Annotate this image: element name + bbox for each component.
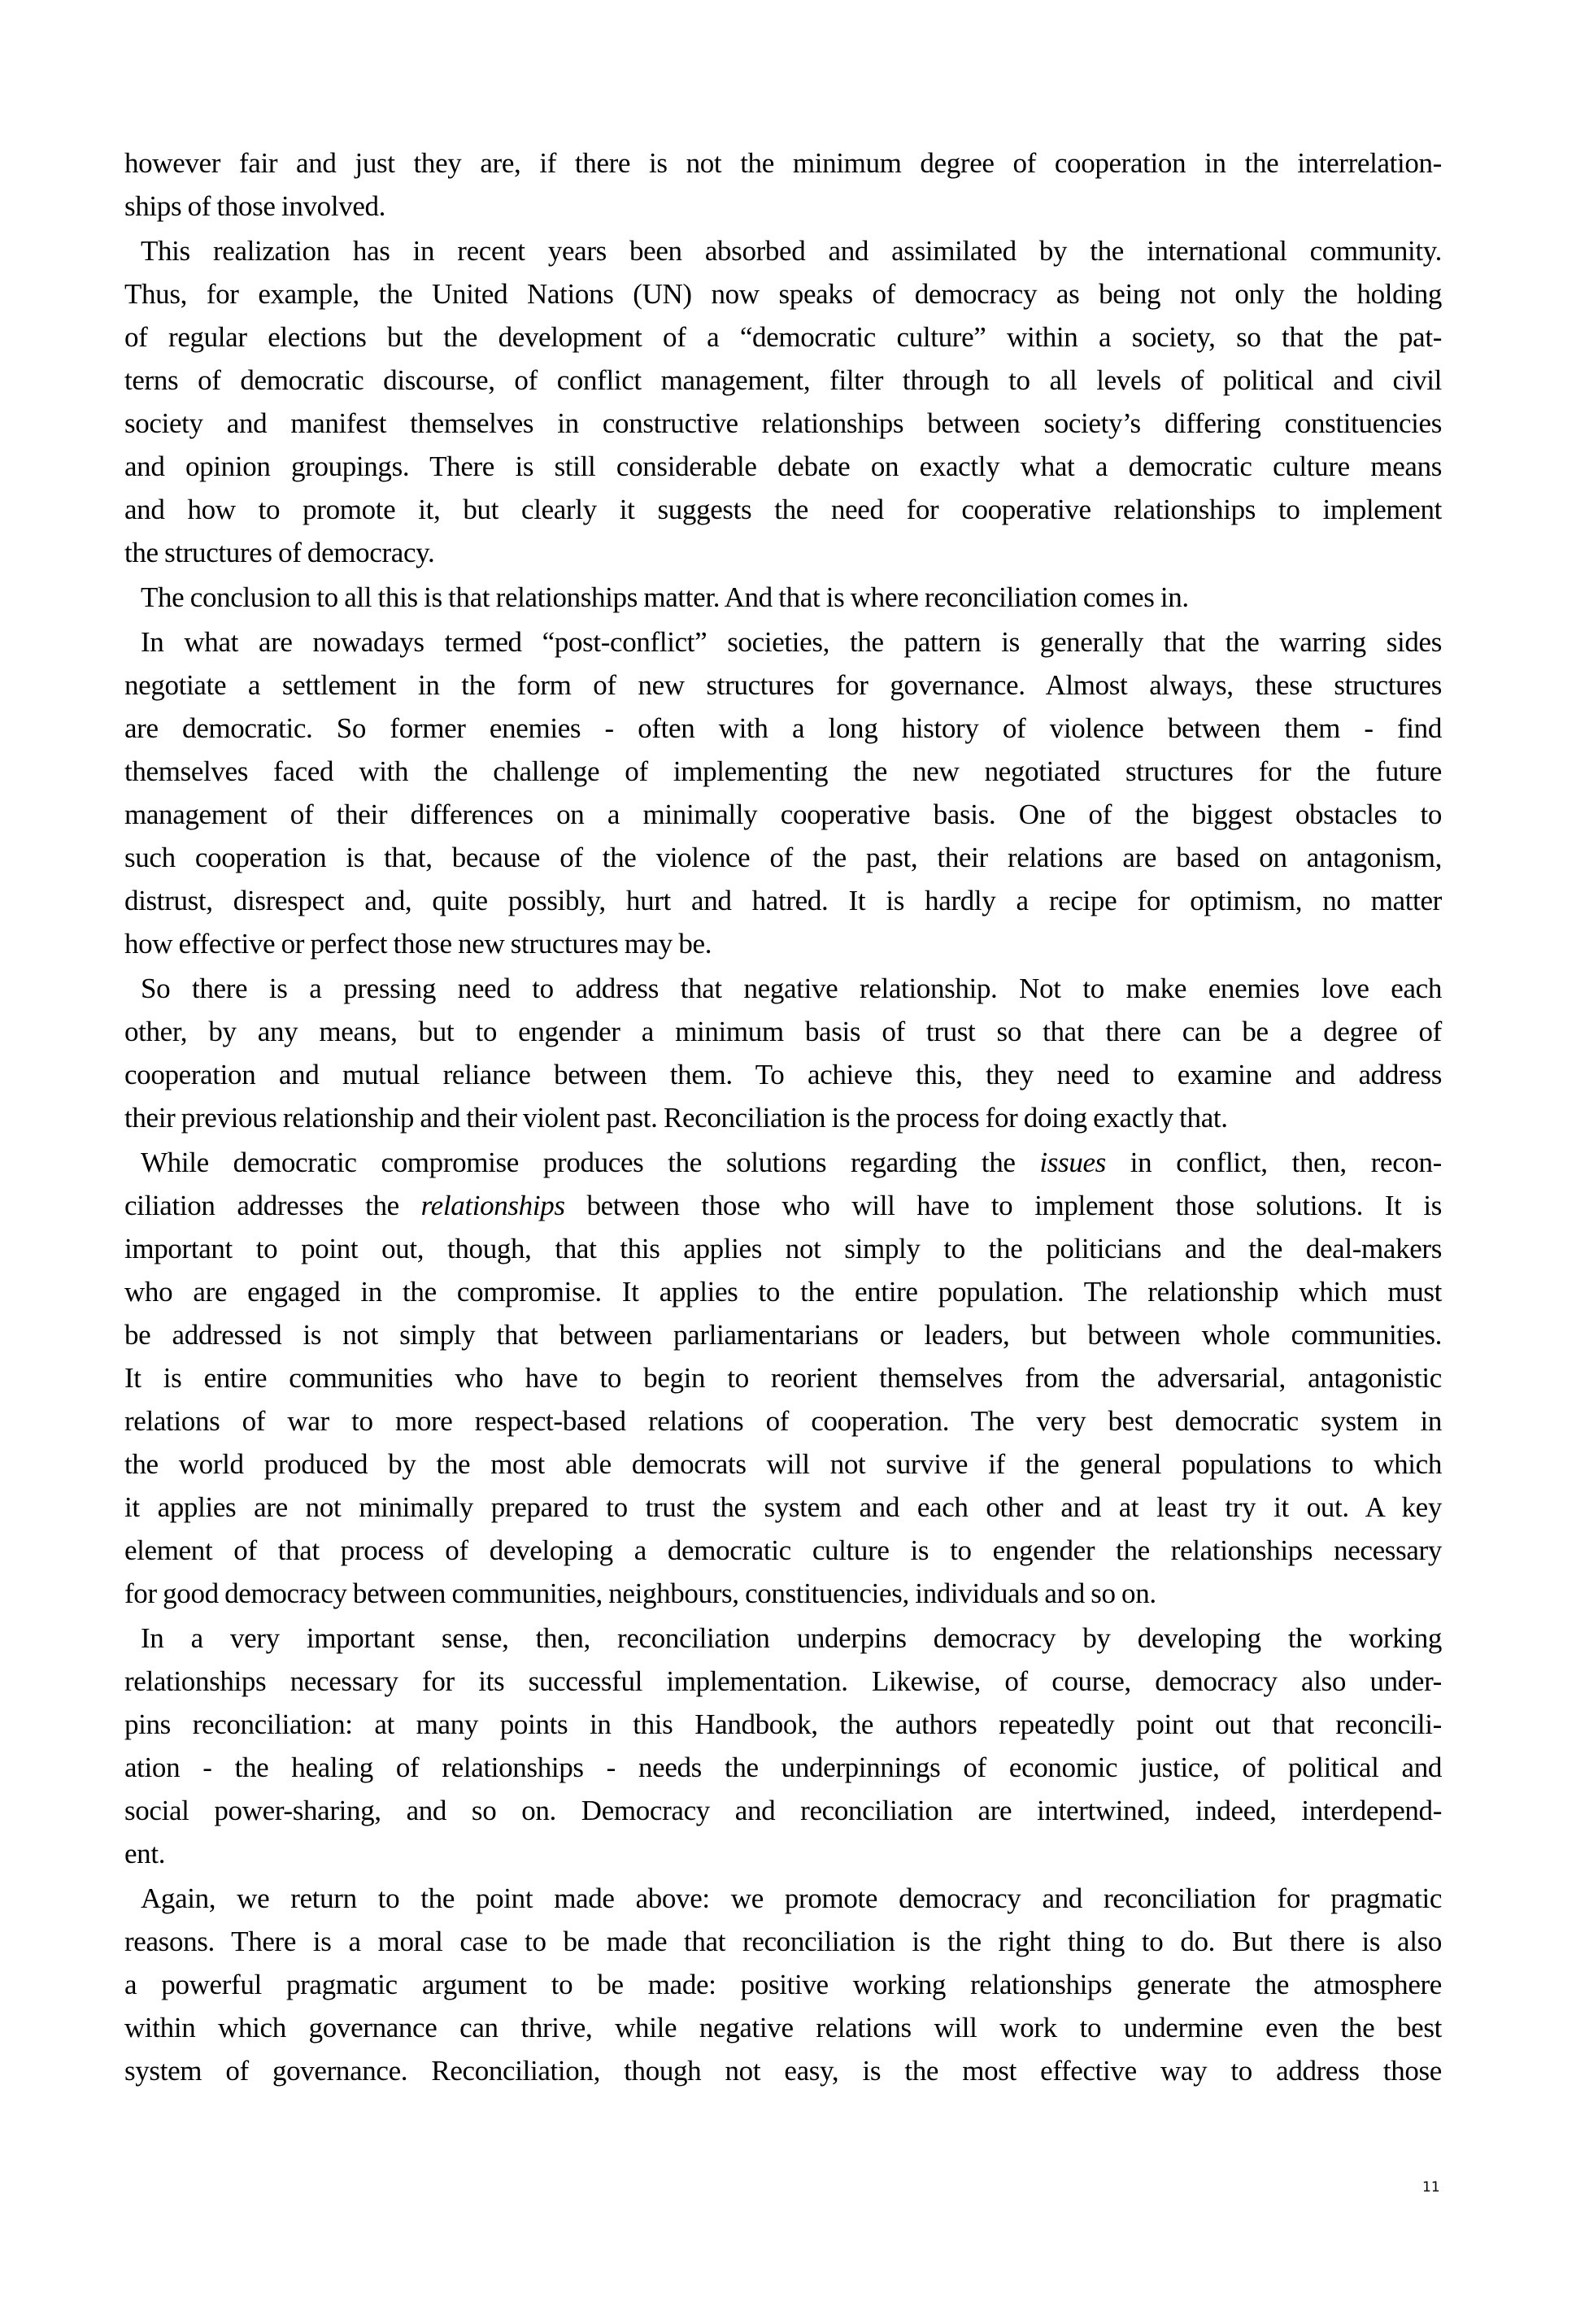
text-line [124,620,1442,664]
text-run: society and manifest themselves in constructive relationships between society’s differing constituencies [124,407,1442,439]
text-line [124,1920,1442,1963]
text-run: for good democracy between communities, neighbours, constituencies, individuals and so on. [124,1578,1156,1609]
text-run: ent. [124,1838,166,1869]
text-line [124,2006,1442,2049]
emphasized-text: issues [1039,1147,1106,1178]
text-line [124,1832,1442,1875]
text-run: While democratic compromise produces the solutions regarding the [141,1147,1040,1178]
text-run: element of that process of developing a democratic culture is to engender the relationships necessary [124,1534,1442,1566]
text-line [124,359,1442,402]
page-number: 11 [1422,2179,1440,2196]
text-line [124,750,1442,793]
text-run: In a very important sense, then, reconciliation underpins democracy by developing the working [141,1622,1442,1654]
text-line [124,402,1442,445]
text-run: It is entire communities who have to begin to reorient themselves from the adversarial, antagonistic [124,1362,1442,1394]
text-line [124,141,1442,185]
text-run: between those who will have to implement those solutions. It is [564,1190,1443,1221]
text-line [124,316,1442,359]
paragraph [124,576,1442,619]
text-run: a powerful pragmatic argument to be made: positive working relationships generate the atmosphere [124,1969,1442,2000]
text-run: ciliation addresses the [124,1190,421,1221]
text-line [124,445,1442,488]
text-run: it applies are not minimally prepared to trust the system and each other and at least try it out. A key [124,1491,1442,1523]
text-run: distrust, disrespect and, quite possibly, hurt and hatred. It is hardly a recipe for optimism, no matter [124,885,1442,916]
text-line [124,1529,1442,1572]
text-run: of regular elections but the development of a “democratic culture” within a society, so that the pat- [124,321,1442,353]
text-line [124,879,1442,922]
text-run: within which governance can thrive, while negative relations will work to undermine even the best [124,2012,1442,2043]
text-line [124,1660,1442,1703]
text-run: how effective or perfect those new structures may be. [124,928,712,960]
text-run: This realization has in recent years been absorbed and assimilated by the international community. [141,235,1442,267]
text-run: their previous relationship and their violent past. Reconciliation is the process for doing exactly that. [124,1102,1228,1134]
text-line [124,1703,1442,1746]
paragraph [124,1141,1442,1615]
text-line [124,1963,1442,2006]
text-line [124,272,1442,316]
text-line [124,2049,1442,2092]
text-run: the structures of democracy. [124,537,435,568]
text-line [124,1010,1442,1053]
text-run: be addressed is not simply that between parliamentarians or leaders, but between whole communities. [124,1319,1442,1351]
text-line [124,1877,1442,1920]
paragraph [124,1877,1442,2092]
text-run: the world produced by the most able democrats will not survive if the general populations to which [124,1448,1442,1480]
text-run: themselves faced with the challenge of implementing the new negotiated structures for the future [124,755,1442,787]
text-run: such cooperation is that, because of the violence of the past, their relations are based on antagonism, [124,842,1442,873]
text-line [124,488,1442,531]
paragraph [124,967,1442,1139]
text-line [124,1053,1442,1096]
text-line [124,1443,1442,1486]
text-run: The conclusion to all this is that relationships matter. And that is where reconciliation comes in. [141,581,1189,613]
text-line [124,1617,1442,1660]
text-line [124,531,1442,574]
text-line [124,1227,1442,1270]
text-line [124,967,1442,1010]
text-line [124,1184,1442,1227]
paragraph [124,1617,1442,1875]
text-line [124,707,1442,750]
text-run: ships of those involved. [124,190,386,222]
text-run: cooperation and mutual reliance between them. To achieve this, they need to examine and address [124,1059,1442,1090]
text-line [124,1096,1442,1139]
text-line [124,836,1442,879]
text-run: Thus, for example, the United Nations (UN) now speaks of democracy as being not only the holding [124,278,1442,310]
text-run: So there is a pressing need to address that negative relationship. Not to make enemies love each [141,973,1442,1004]
text-line [124,1789,1442,1832]
text-run: ation - the healing of relationships - needs the underpinnings of economic justice, of political and [124,1752,1442,1783]
text-run: who are engaged in the compromise. It applies to the entire population. The relationship which must [124,1276,1442,1308]
text-run: important to point out, though, that this applies not simply to the politicians and the deal-makers [124,1233,1442,1264]
text-run: in conflict, then, recon- [1105,1147,1442,1178]
text-line [124,1270,1442,1313]
text-run: system of governance. Reconciliation, though not easy, is the most effective way to address those [124,2055,1442,2087]
text-line [124,185,1442,228]
text-run: and opinion groupings. There is still considerable debate on exactly what a democratic culture means [124,450,1442,482]
text-run: In what are nowadays termed “post-conflict” societies, the pattern is generally that the warring sides [141,626,1442,658]
text-run: management of their differences on a minimally cooperative basis. One of the biggest obstacles to [124,799,1442,830]
text-line [124,1572,1442,1615]
text-line [124,793,1442,836]
text-line [124,229,1442,272]
paragraph [124,141,1442,228]
text-line [124,1356,1442,1399]
emphasized-text: relationships [420,1190,565,1221]
text-run: reasons. There is a moral case to be made that reconciliation is the right thing to do. But there is also [124,1926,1442,1957]
text-line [124,576,1442,619]
text-line [124,664,1442,707]
paragraph [124,620,1442,965]
text-run: terns of democratic discourse, of conflict management, filter through to all levels of political and civil [124,364,1442,396]
text-line [124,1313,1442,1356]
text-run: Again, we return to the point made above: we promote democracy and reconciliation for pragmatic [141,1882,1442,1914]
text-run: are democratic. So former enemies - often with a long history of violence between them - find [124,712,1442,744]
text-run: negotiate a settlement in the form of new structures for governance. Almost always, these structures [124,669,1442,701]
text-run: however fair and just they are, if there is not the minimum degree of cooperation in the interrelation- [124,147,1442,179]
document-body [124,141,1442,2094]
text-run: pins reconciliation: at many points in this Handbook, the authors repeatedly point out that reconcili- [124,1708,1442,1740]
text-line [124,922,1442,965]
text-run: and how to promote it, but clearly it suggests the need for cooperative relationships to implement [124,494,1442,525]
text-run: relationships necessary for its successful implementation. Likewise, of course, democracy also under- [124,1665,1442,1697]
text-line [124,1486,1442,1529]
text-run: relations of war to more respect-based relations of cooperation. The very best democratic system in [124,1405,1442,1437]
text-line [124,1141,1442,1184]
text-run: other, by any means, but to engender a minimum basis of trust so that there can be a degree of [124,1016,1442,1047]
text-line [124,1746,1442,1789]
text-run: social power-sharing, and so on. Democracy and reconciliation are intertwined, indeed, interdepend- [124,1795,1442,1826]
paragraph [124,229,1442,574]
text-line [124,1399,1442,1443]
